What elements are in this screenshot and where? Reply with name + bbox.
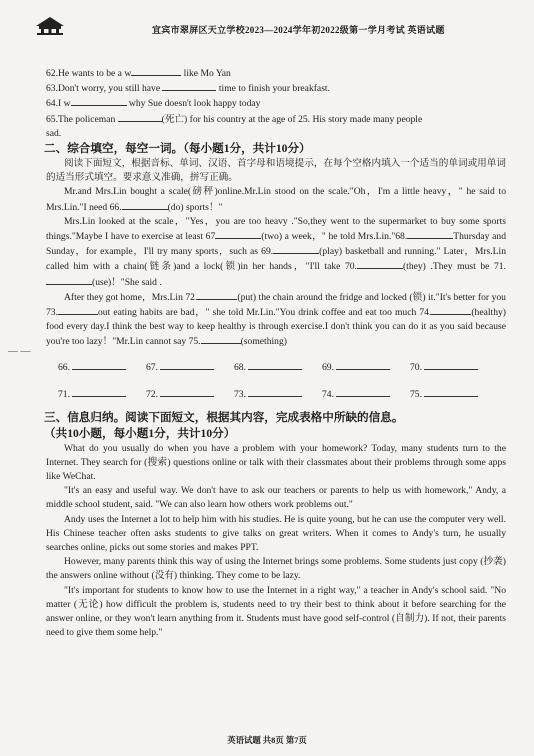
answer-slot-69: 69. [322,360,410,375]
cloze-paragraph-2: Mrs.Lin looked at the scale，"Yes，you are too heavy ."So,they went to the supermarket to buy some sports things."Maybe I have to exercise at least 67 (two) a week，" he told Mrs.Lin."68. Thursday and Sunday，for example，I'll try many sports，such as 69. (play) basketball and running." Later，Mrs.Lin called him with a chain(链条)and a lock(锁)in her hands，"I'll take 70. (they) .They must be 71.(use)！"She said . [46,215,506,288]
exam-page [46,66,506,641]
answer-slot-73: 73. [234,387,322,402]
answer-blank [273,244,319,254]
answer-blank [197,290,237,300]
page-footer: 英语试题 共8页 第7页 [227,736,307,745]
reading-paragraph-2: "It's an easy and useful way. We don't have to ask our teachers or parents to help us with homework," Andy, a middle school student, said. "We can also learn how others work problems out." [46,485,506,511]
question-65: 65.The policeman (死亡) for his country at the age of 25. His story made many people [46,113,423,125]
exam-header [32,14,512,40]
answer-blank [118,112,162,122]
answer-blank [431,305,471,315]
answer-blank [46,275,92,285]
answer-slot-75: 75. [410,387,498,402]
answer-blank [201,334,241,344]
reading-paragraph-3: Andy uses the Internet a lot to help him with his studies. He is quite young, but he can use the computer very well. His Chinese teacher often asks students to give talks on great writers. When it comes to Andy's turn, he usually searches online, picks out some stories and makes PPT. [46,513,506,554]
section-3-subtitle: （共10小题，每小题1分，共计10分） [44,426,236,440]
answer-blank [215,229,261,239]
answer-blank [58,305,98,315]
answer-slot-67: 67. [146,360,234,375]
cloze-paragraph-3: After they got home，Mrs.Lin 72. (put) the chain around the fridge and locked (锁) it."It's better for you 73. out eating habits are bad，" she told Mr.Lin."You drink coffee and eat too much 74. (healthy) food every day.I think the best way to keep healthy is through exercise.I don't think you can do it as you said because you're too lazy！"Mr.Lin cannot say 75. (something) [46,291,506,348]
answer-blank [71,96,127,106]
cloze-paragraph-1: Mr.and Mrs.Lin bought a scale(磅秤)online.Mr.Lin stood on the scale."Oh，I'm a little heavy，" he said to Mrs.Lin."I need 66. (do) sports！" [46,186,506,213]
answer-slot-70: 70. [410,360,498,375]
section-2-instruction: 阅读下面短文，根据音标、单词、汉语、首字母和语境提示，在每个空格内填入一个适当的单词或用单词的适当形式填空。要求意义准确，拼写正确。 [46,158,506,184]
answer-blank [131,66,181,76]
reading-paragraph-4: However, many parents think this way of using the Internet brings some problems. Some students just copy (抄袭) the answers online without (没有) thinking. They come to be lazy. [46,556,506,582]
question-63: 63.Don't worry, you still have time to finish your breakfast. [46,83,330,95]
reading-paragraph-5: "It's important for students to know how to use the Internet in a right way," a teacher in Andy's school said. "No matter (无论) how difficult the problem is, students need to try their best to think about it before searching for the answer online, or they won't learn anything from it. Students must have good self-control (自制力). If not, their parents need to give them some help." [46,584,506,639]
answer-slot-74: 74. [322,387,410,402]
answer-blank [162,81,216,91]
section-3-title: 三、信息归纳。阅读下面短文，根据其内容，完成表格中所缺的信息。 [44,410,404,424]
margin-dash-mark: — — [8,346,31,357]
answer-slot-72: 72. [146,387,234,402]
reading-paragraph-1: What do you usually do when you have a problem with your homework? Today, many students turn to the Internet. They search for (搜索) questions online or talk with their classmates about their problems through some apps like WeChat. [46,442,506,483]
section-2-title: 二、综合填空，每空一词。（每小题1分，共计10分） [44,142,311,156]
school-logo-icon [32,14,68,36]
question-62: 62.He wants to be a w like Mo Yan [46,68,231,79]
question-64: 64.I w why Sue doesn't look happy today [46,98,261,110]
answer-slot-71: 71. [58,387,146,402]
answer-row-1 [58,360,506,375]
answer-slot-68: 68. [234,360,322,375]
answer-blank [407,229,453,239]
answer-blank [122,200,168,210]
question-65-cont: sad. [46,127,62,139]
answer-blank [357,259,403,269]
answer-row-2 [58,387,506,402]
answer-slot-66: 66. [58,360,146,375]
header-title: 宜宾市翠屏区天立学校2023—2024学年初2022级第一学月考试 英语试题 [152,25,445,35]
